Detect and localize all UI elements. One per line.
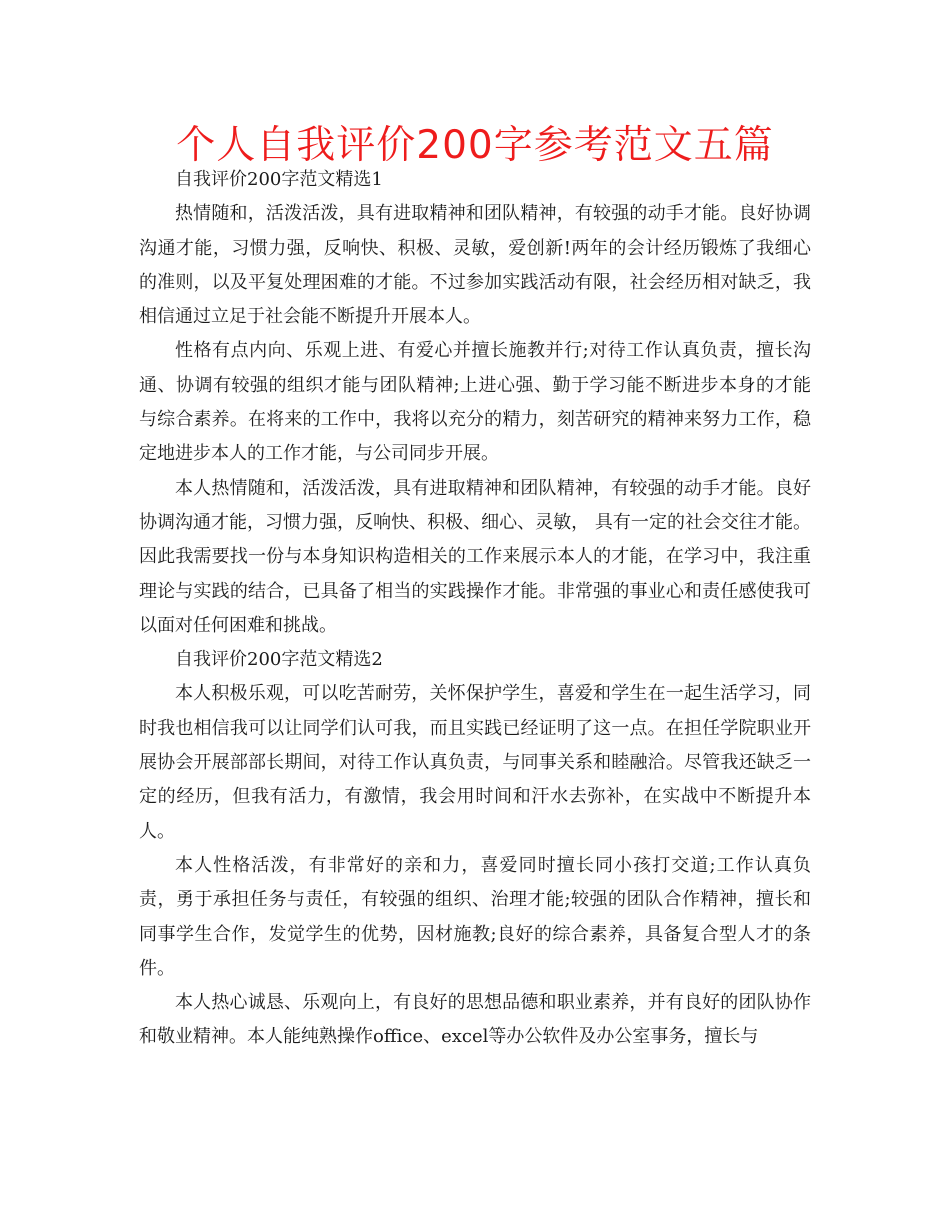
section-heading: 自我评价200字范文精选2 (175, 649, 383, 671)
body-paragraph: 本人性格活泼，有非常好的亲和力，喜爱同时擅长同小孩打交道;工作认真负责，勇于承担任务与责任，有较强的组织、治理才能;较强的团队合作精神，擅长和同事学生合作，发觉学生的优势，因材施教;良好的综合素养，具备复合型人才的条件。 (139, 854, 811, 979)
body-paragraph: 本人热情随和，活泼活泼，具有进取精神和团队精神，有较强的动手才能。良好协调沟通才能，习惯力强，反响快、积极、细心、灵敏， 具有一定的社会交往才能。因此我需要找一份与本身知识构造相关的工作来展示本人的才能，在学习中，我注重理论与实践的结合，已具备了相当的实践操作才能。非常强的事业心和责任感使我可以面对任何困难和挑战。 (139, 477, 811, 636)
body-paragraph: 热情随和，活泼活泼，具有进取精神和团队精神，有较强的动手才能。良好协调沟通才能，习惯力强，反响快、积极、灵敏，爱创新!两年的会计经历锻炼了我细心的准则，以及平复处理困难的才能。不过参加实践活动有限，社会经历相对缺乏，我相信通过立足于社会能不断提升开展本人。 (139, 203, 811, 328)
body-paragraph: 性格有点内向、乐观上进、有爱心并擅长施教并行;对待工作认真负责，擅长沟通、协调有较强的组织才能与团队精神;上进心强、勤于学习能不断进步本身的才能与综合素养。在将来的工作中，我将以充分的精力，刻苦研究的精神来努力工作，稳定地进步本人的工作才能，与公司同步开展。 (139, 340, 811, 465)
body-paragraph: 本人积极乐观，可以吃苦耐劳，关怀保护学生，喜爱和学生在一起生活学习，同时我也相信我可以让同学们认可我，而且实践已经证明了这一点。在担任学院职业开展协会开展部部长期间，对待工作认真负责，与同事关系和睦融洽。尽管我还缺乏一定的经历，但我有活力，有激情，我会用时间和汗水去弥补，在实战中不断提升本人。 (139, 683, 811, 842)
body-paragraph: 本人热心诚恳、乐观向上，有良好的思想品德和职业素养，并有良好的团队协作和敬业精神。本人能纯熟操作office、excel等办公软件及办公室事务，擅长与 (139, 992, 811, 1048)
document-body (139, 163, 811, 1055)
document-title: 个人自我评价200字参考范文五篇 (176, 123, 774, 168)
section-heading: 自我评价200字范文精选1 (175, 169, 383, 190)
